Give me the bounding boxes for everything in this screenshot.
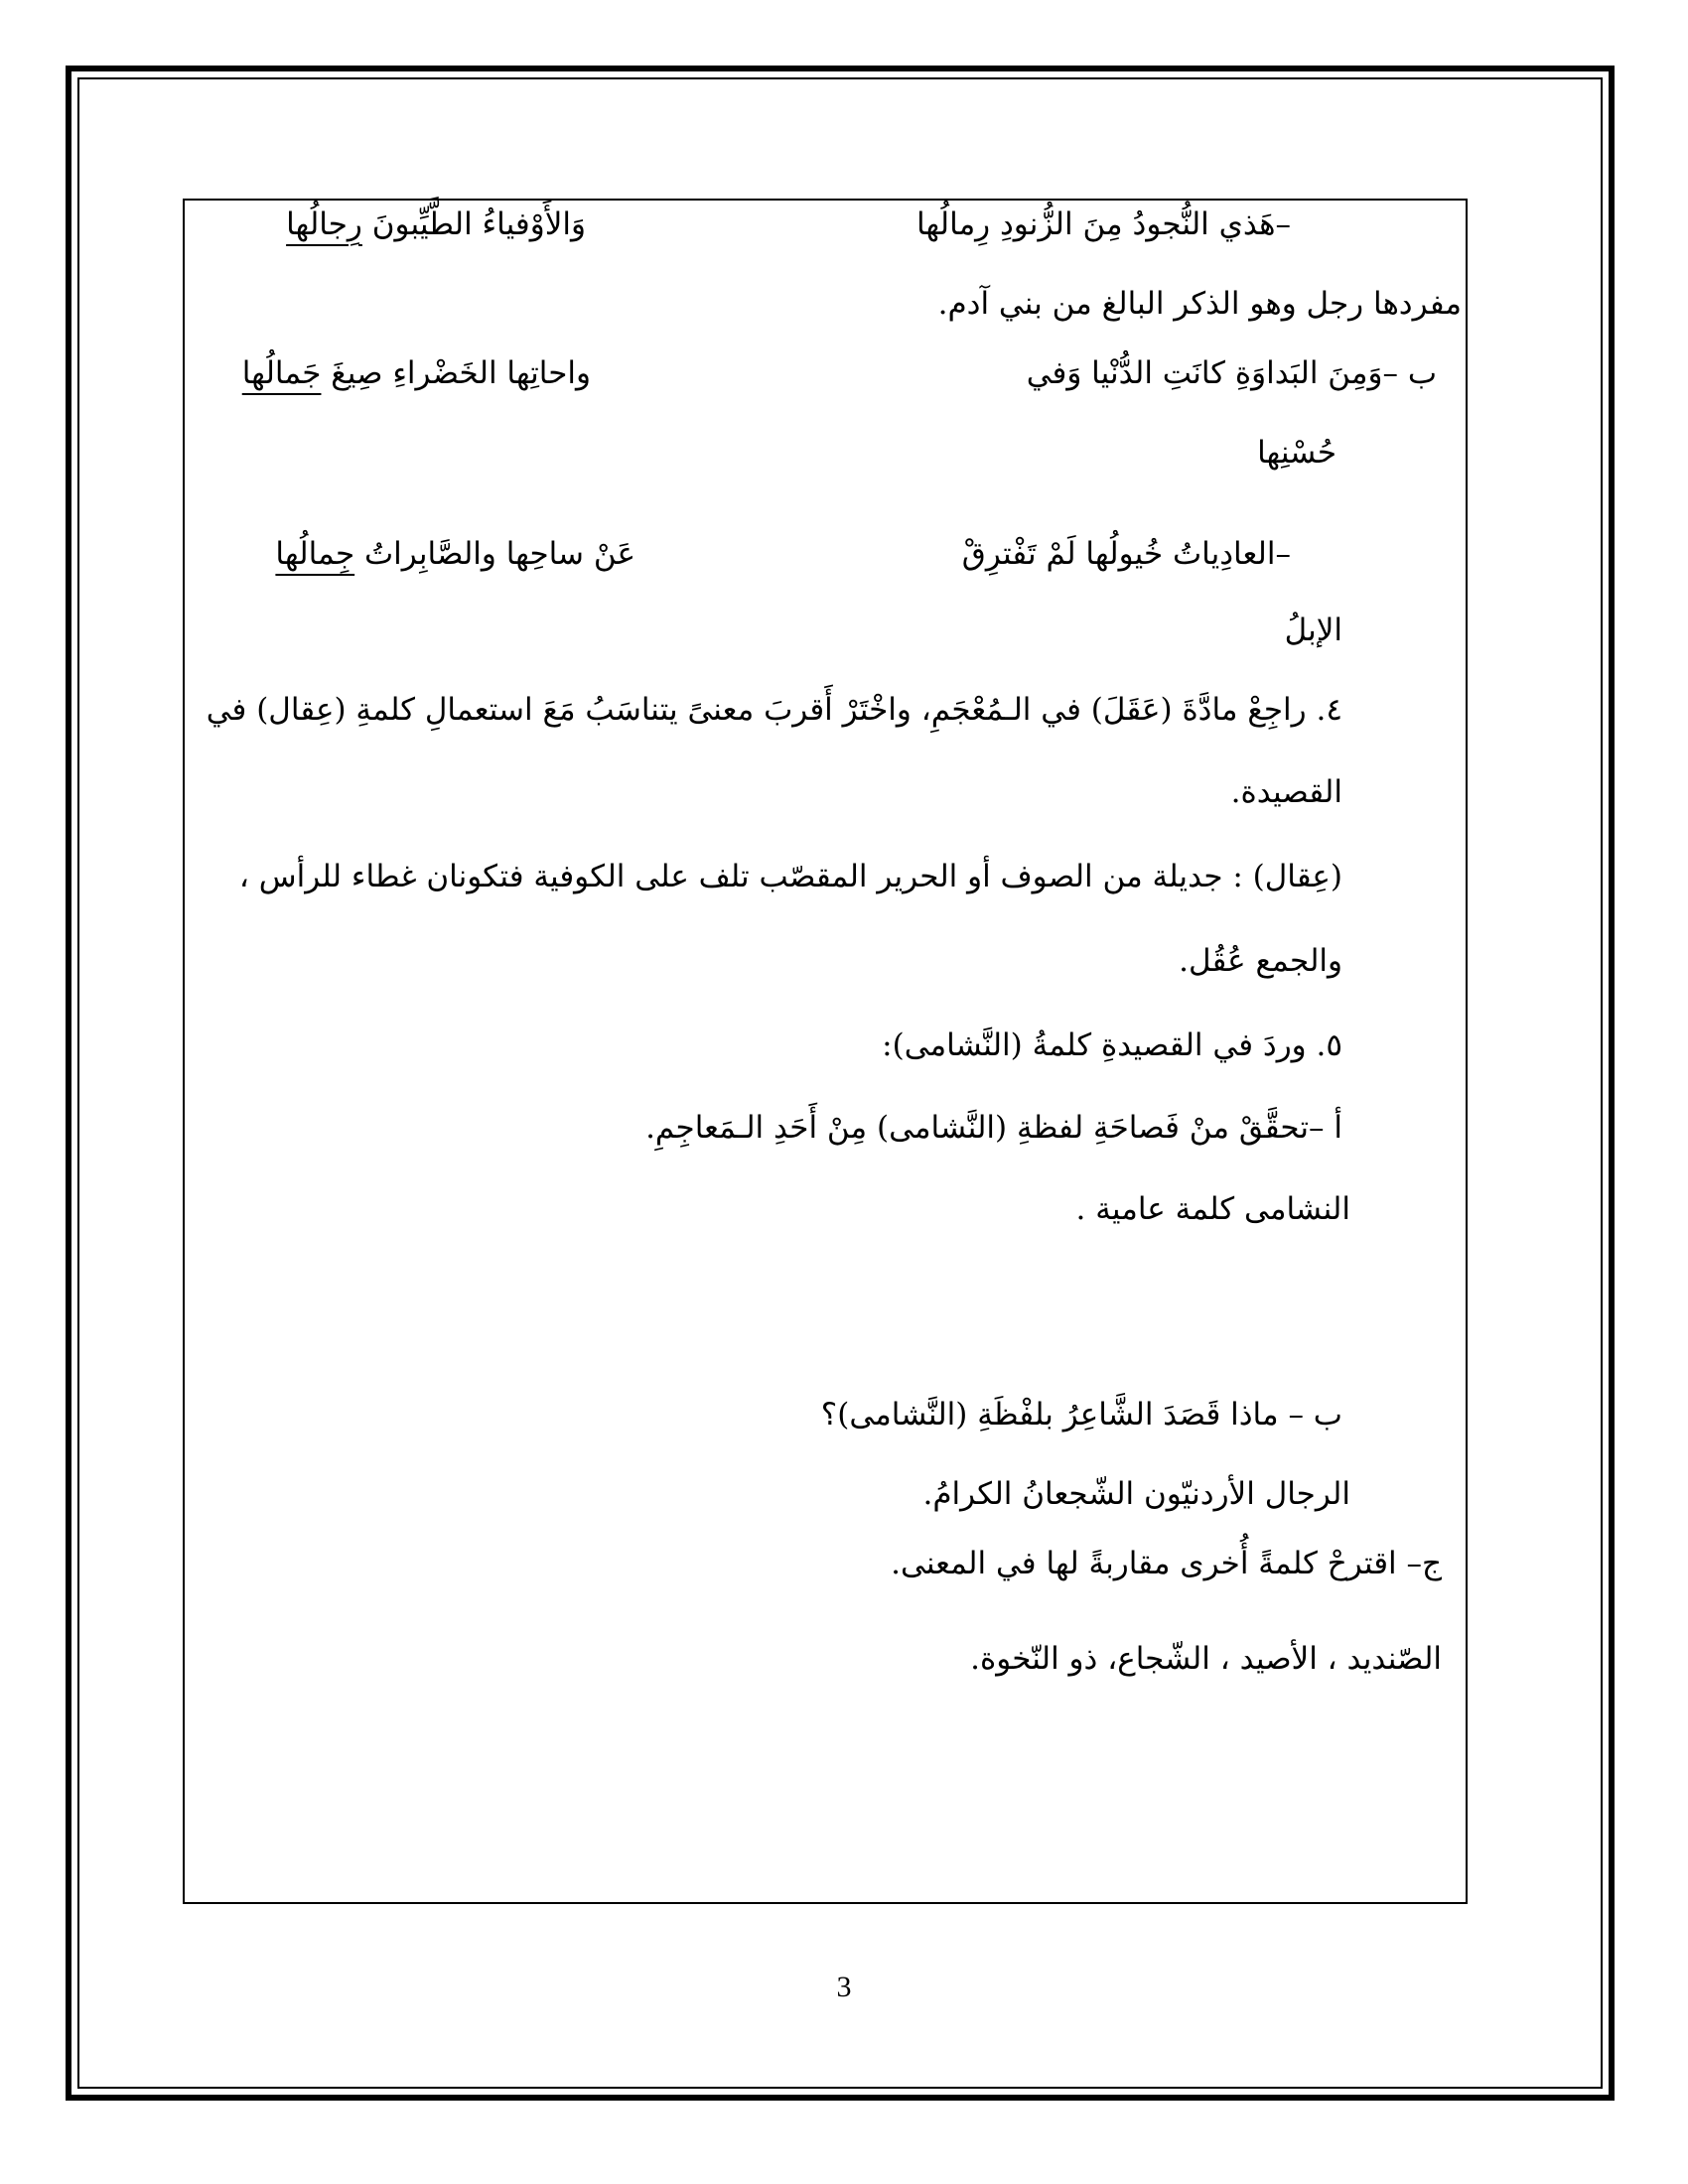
answer1-text: مفردها رجل وهو الذكر البالغ من بني آدم.	[937, 286, 1462, 322]
verse3-second-hemistich	[275, 536, 635, 573]
question4-line2: القصيدة.	[1230, 774, 1342, 810]
verse3-underlined-word: جِمالُها	[275, 536, 355, 572]
answer3-text: الإبلُ	[1284, 613, 1342, 648]
question5a: أ –تحقَّقْ منْ فَصاحَةِ لفظةِ (النَّشامى) مِنْ أَحَدِ الـمَعاجِمِ.	[645, 1110, 1342, 1146]
verse2-second-hemistich	[242, 355, 591, 392]
question5c: ج– اقترحْ كلمةً أُخرى مقاربةً لها في المعنى.	[891, 1546, 1442, 1581]
verse2-underlined-word: جَمالُها	[241, 355, 322, 391]
verse1-first-hemistich: –هَذي النُّجودُ مِنَ الزُّنودِ رِمالُها	[915, 206, 1291, 242]
answer5c: الصّنديد ، الأصيد ، الشّجاع، ذو النّخوة.	[970, 1641, 1442, 1677]
verse1-second-hemistich	[286, 206, 586, 243]
page-number: 3	[836, 1971, 852, 2003]
verse3-first-hemistich: –العادِياتُ خُيولُها لَمْ تَفْترِقْ	[961, 536, 1291, 572]
verse2-second-plain: واحاتِها الخَضْراءِ صِيغَ	[321, 355, 591, 391]
question4-line1: ٤. راجِعْ مادَّةَ (عَقَلَ) في الـمُعْجَمِ، واخْتَرْ أَقربَ معنىً يتناسَبُ مَعَ استعمالِ كلمةِ (عِقال) في	[206, 692, 1342, 728]
answer5a: النشامى كلمة عامية .	[1075, 1191, 1350, 1227]
question5b: ب – ماذا قَصَدَ الشَّاعِرُ بلفْظَةِ (النَّشامى)؟	[820, 1397, 1342, 1433]
verse2-continuation: حُسْنِها	[1257, 435, 1336, 471]
verse1-second-plain: وَالأَوْفياءُ الطَّيِّبونَ	[361, 206, 586, 242]
verse3-second-plain: عَنْ ساحِها والصَّابِراتُ	[354, 536, 635, 572]
answer4-line1: (عِقال) : جديلة من الصوف أو الحرير المقصّب تلف على الكوفية فتكونان غطاء للرأس ،	[238, 859, 1342, 894]
verse2-first-hemistich: ب –وَمِنَ البَداوَةِ كانَتِ الدُّنْيا وَفي	[1026, 355, 1437, 391]
answer5b: الرجال الأردنيّون الشّجعانُ الكرامُ.	[922, 1476, 1350, 1512]
answer4-line2: والجمع عُقُل.	[1179, 943, 1342, 979]
verse1-underlined-word: رِجالُها	[286, 206, 362, 242]
question5-heading: ٥. وردَ في القصيدةِ كلمةُ (النَّشامى):	[882, 1027, 1342, 1063]
